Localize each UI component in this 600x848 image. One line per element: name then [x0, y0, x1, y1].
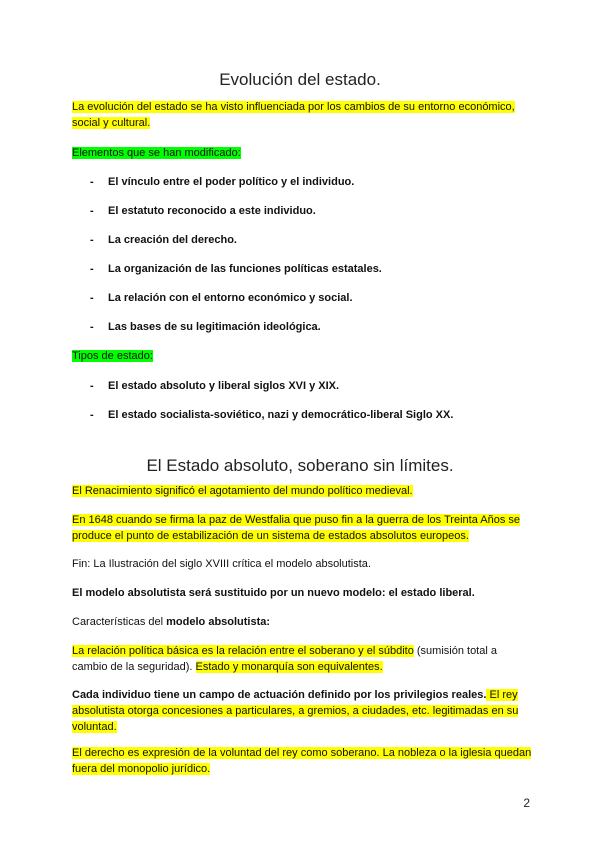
- relacion-highlight: La relación política básica es la relación entre el soberano y el súbdito: [72, 645, 414, 657]
- page-number: 2: [523, 796, 530, 810]
- types-label-paragraph: [72, 348, 532, 364]
- bullet-dash: -: [90, 292, 94, 304]
- paragraph-privilegios: [72, 687, 532, 735]
- section-title-evolucion: Evolución del estado.: [219, 70, 381, 89]
- list-item: [90, 319, 530, 335]
- bullet-dash: -: [90, 176, 94, 188]
- bullet-dash: -: [90, 380, 94, 392]
- relacion-plain: (sumisión total a cambio de la seguridad).: [72, 645, 497, 673]
- list-item-text: La relación con el entorno económico y social.: [108, 292, 353, 304]
- list-item: [90, 261, 530, 277]
- types-label: Tipos de estado:: [72, 350, 153, 362]
- list-item: [90, 203, 530, 219]
- privilegios-highlight: El rey absolutista otorga concesiones a particulares, a gremios, a ciudades, etc. legitimadas en su voluntad.: [72, 689, 519, 733]
- paragraph-renacimiento: [72, 483, 532, 499]
- caracteristicas-bold: modelo absolutista:: [166, 616, 271, 628]
- list-item-text: El estado absoluto y liberal siglos XVI y XIX.: [108, 380, 340, 392]
- elements-label-paragraph: [72, 145, 532, 161]
- elements-label: Elementos que se han modificado:: [72, 147, 241, 159]
- list-item-text: La organización de las funciones políticas estatales.: [108, 263, 382, 275]
- paragraph-sustituido: El modelo absolutista será sustituido por un nuevo modelo: el estado liberal.: [72, 587, 475, 599]
- intro-text: La evolución del estado se ha visto influenciada por los cambios de su entorno económico, social y cultural.: [72, 101, 515, 129]
- paragraph-caracteristicas: [72, 614, 532, 630]
- list-item: [90, 174, 530, 190]
- westfalia-text: En 1648 cuando se firma la paz de Westfalia que puso fin a la guerra de los Treinta Años se produce el punto de estabilización de un sistema de estados absolutos europeos.: [72, 514, 521, 542]
- paragraph-derecho: [72, 745, 532, 777]
- list-item: [90, 290, 530, 306]
- estado-monarquia-highlight: Estado y monarquía son equivalentes.: [195, 661, 383, 673]
- intro-paragraph: [72, 99, 532, 131]
- list-item-text: El estado socialista-soviético, nazi y democrático-liberal Siglo XX.: [108, 409, 454, 421]
- list-item-text: La creación del derecho.: [108, 234, 237, 246]
- paragraph-ilustracion: Fin: La Ilustración del siglo XVIII crítica el modelo absolutista.: [72, 558, 371, 570]
- list-item-text: El vínculo entre el poder político y el individuo.: [108, 176, 355, 188]
- list-item: [90, 407, 530, 423]
- list-item-text: Las bases de su legitimación ideológica.: [108, 321, 321, 333]
- section-title-estado-absoluto: El Estado absoluto, soberano sin límites.: [146, 456, 454, 475]
- bullet-dash: -: [90, 205, 94, 217]
- derecho-text: El derecho es expresión de la voluntad del rey como soberano. La nobleza o la iglesia quedan fuera del monopolio jurídico.: [72, 747, 532, 775]
- privilegios-bold: Cada individuo tiene un campo de actuación definido por los privilegios reales.: [72, 689, 487, 701]
- paragraph-relacion-politica: [72, 643, 532, 675]
- list-item: [90, 378, 530, 394]
- bullet-dash: -: [90, 234, 94, 246]
- bullet-dash: -: [90, 263, 94, 275]
- renacimiento-text: El Renacimiento significó el agotamiento del mundo político medieval.: [72, 485, 413, 497]
- caracteristicas-prefix: Características del: [72, 616, 167, 628]
- list-item-text: El estatuto reconocido a este individuo.: [108, 205, 316, 217]
- list-item: [90, 232, 530, 248]
- bullet-dash: -: [90, 321, 94, 333]
- bullet-dash: -: [90, 409, 94, 421]
- paragraph-westfalia: [72, 512, 532, 544]
